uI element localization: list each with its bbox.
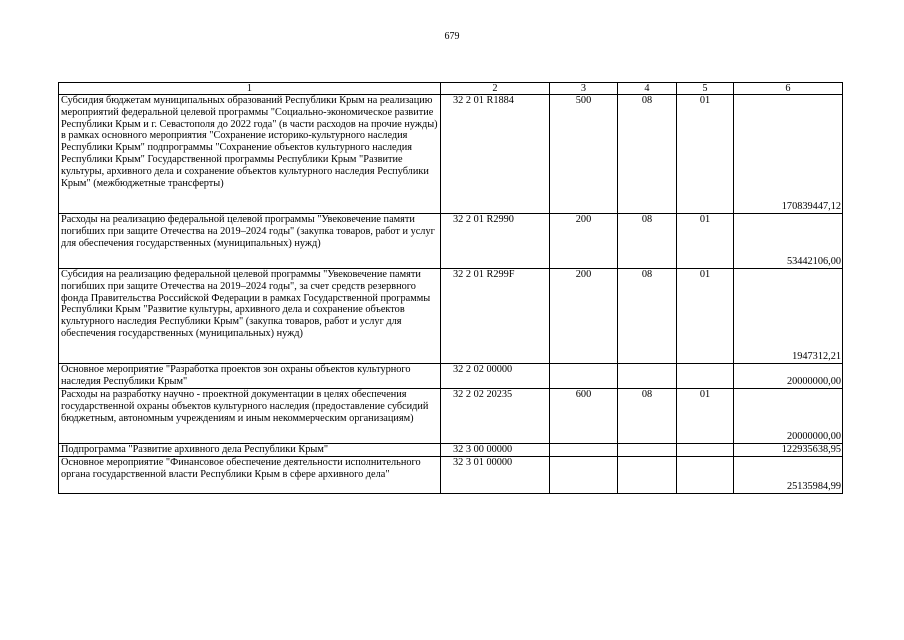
- row-amount: 122935638,95: [734, 444, 843, 457]
- column-header-type: 3: [550, 83, 618, 95]
- row-section: 08: [618, 95, 677, 214]
- table-row: [59, 269, 843, 364]
- row-code: 32 2 01 R299F: [441, 269, 550, 364]
- table-header-row: [59, 83, 843, 95]
- row-name: Расходы на разработку научно - проектной документации в целях обеспечения государственной охраны объектов культурного наследия (предоставление субсидий бюджетным, автономным учреждениям и иным некоммерческим организациям): [59, 389, 441, 444]
- budget-table: [58, 82, 843, 494]
- row-code: 32 2 01 R1884: [441, 95, 550, 214]
- row-amount: 20000000,00: [734, 364, 843, 389]
- row-subsection: 01: [677, 214, 734, 269]
- row-code: 32 3 01 00000: [441, 457, 550, 494]
- row-section: 08: [618, 269, 677, 364]
- table-row: [59, 364, 843, 389]
- row-amount: 25135984,99: [734, 457, 843, 494]
- row-amount: 1947312,21: [734, 269, 843, 364]
- row-subsection: [677, 457, 734, 494]
- row-name: Субсидия на реализацию федеральной целевой программы "Увековечение памяти погибших при защите Отечества на 2019–2024 годы", за счет средств резервного фонда Правительства Российской Федерации в рамках Государственной программы Республики Крым "Развитие культуры, архивного дела и сохранение объектов культурного наследия Республики Крым" (закупка товаров, работ и услуг для обеспечения государственных (муниципальных) нужд): [59, 269, 441, 364]
- page-number: 679: [444, 31, 460, 42]
- row-code: 32 3 00 00000: [441, 444, 550, 457]
- row-section: 08: [618, 214, 677, 269]
- table-row: [59, 389, 843, 444]
- column-header-name: 1: [59, 83, 441, 95]
- table-row: [59, 95, 843, 214]
- row-name: Основное мероприятие "Разработка проектов зон охраны объектов культурного наследия Республики Крым": [59, 364, 441, 389]
- row-name: Подпрограмма "Развитие архивного дела Республики Крым": [59, 444, 441, 457]
- row-expense-type: [550, 364, 618, 389]
- row-section: 08: [618, 389, 677, 444]
- row-subsection: 01: [677, 269, 734, 364]
- row-section: [618, 444, 677, 457]
- row-expense-type: 600: [550, 389, 618, 444]
- row-expense-type: [550, 457, 618, 494]
- row-amount: 53442106,00: [734, 214, 843, 269]
- row-code: 32 2 02 00000: [441, 364, 550, 389]
- row-expense-type: 200: [550, 269, 618, 364]
- row-expense-type: 500: [550, 95, 618, 214]
- table-row: [59, 214, 843, 269]
- row-subsection: 01: [677, 389, 734, 444]
- row-subsection: 01: [677, 95, 734, 214]
- row-name: Основное мероприятие "Финансовое обеспечение деятельности исполнительного органа государственной власти Республики Крым в сфере архивного дела": [59, 457, 441, 494]
- row-name: Субсидия бюджетам муниципальных образований Республики Крым на реализацию мероприятий федеральной целевой программы "Социально-экономическое развитие Республики Крым и г. Севастополя до 2022 года" (в части расходов на прочие нужды) в рамках основного мероприятия "Сохранение историко-культурного наследия Республики Крым" подпрограммы "Сохранение объектов культурного наследия Республики Крым" Государственной программы Республики Крым "Развитие культуры, архивного дела и сохранение объектов культурного наследия Республики Крым" (межбюджетные трансферты): [59, 95, 441, 214]
- column-header-amount: 6: [734, 83, 843, 95]
- column-header-code: 2: [441, 83, 550, 95]
- table-row: [59, 444, 843, 457]
- column-header-section: 4: [618, 83, 677, 95]
- row-section: [618, 457, 677, 494]
- row-name: Расходы на реализацию федеральной целевой программы "Увековечение памяти погибших при защите Отечества на 2019–2024 годы" (закупка товаров, работ и услуг для обеспечения государственных (муниципальных) нужд): [59, 214, 441, 269]
- row-code: 32 2 02 20235: [441, 389, 550, 444]
- row-subsection: [677, 444, 734, 457]
- table-row: [59, 457, 843, 494]
- row-amount: 170839447,12: [734, 95, 843, 214]
- row-expense-type: 200: [550, 214, 618, 269]
- column-header-subsection: 5: [677, 83, 734, 95]
- row-subsection: [677, 364, 734, 389]
- row-code: 32 2 01 R2990: [441, 214, 550, 269]
- row-amount: 20000000,00: [734, 389, 843, 444]
- row-section: [618, 364, 677, 389]
- row-expense-type: [550, 444, 618, 457]
